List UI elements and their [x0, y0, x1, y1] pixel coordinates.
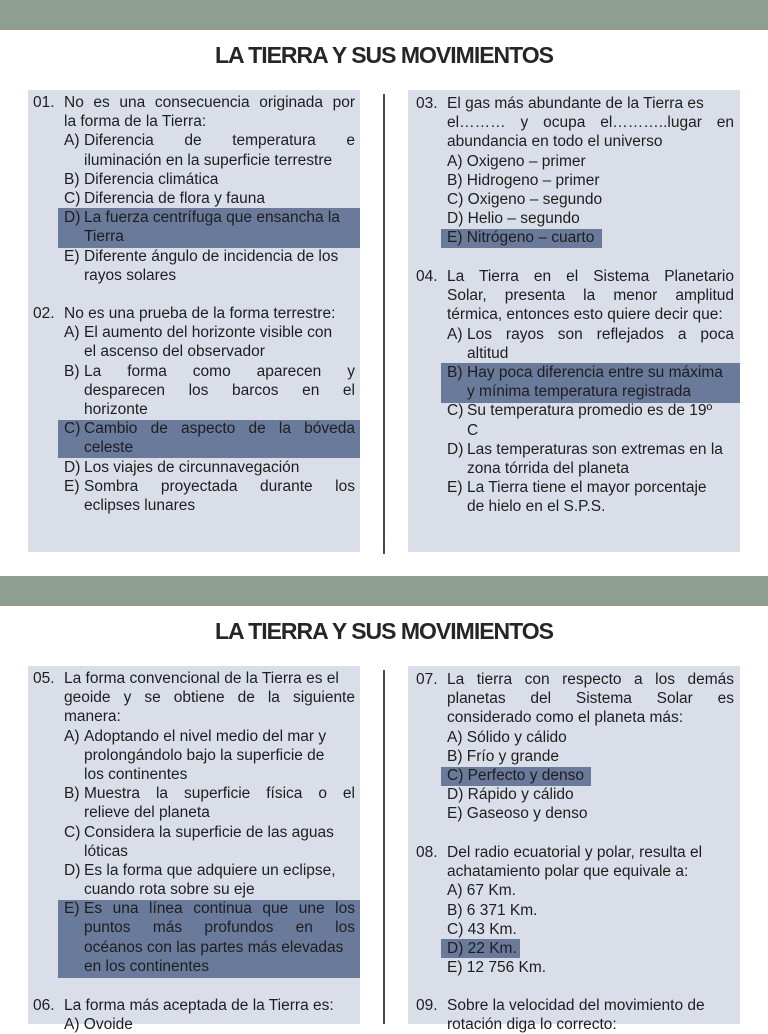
page-title: LA TIERRA Y SUS MOVIMIENTOS — [214, 618, 554, 644]
option-a: A) Ovoide — [64, 1016, 133, 1034]
option-c: C) Diferencia de flora y fauna — [64, 189, 265, 207]
option-c: C) Su temperatura promedio es de 19º — [447, 402, 713, 420]
option-c: C) 43 Km. — [447, 920, 517, 938]
option-e: E) Gaseoso y denso — [447, 805, 588, 823]
option-c: C) Perfecto y denso — [447, 766, 584, 784]
option-d: D) Rápido y cálido — [447, 786, 574, 804]
page-title: LA TIERRA Y SUS MOVIMIENTOS — [214, 42, 554, 68]
option-c: C) Considera la superficie de las aguas — [64, 823, 334, 841]
option-e: E) Diferente ángulo de incidencia de los — [64, 247, 339, 265]
option-b: B) Hay poca diferencia entre su máxima — [447, 363, 723, 381]
option-b: B) La forma como aparecen y — [64, 362, 355, 380]
header-band — [0, 576, 768, 606]
option-d: D) Los viajes de circunnavegación — [64, 458, 300, 476]
question-09: 09. Sobre la velocidad del movimiento de rotación diga lo correcto: — [416, 997, 705, 1034]
option-a: A) Oxigeno – primer — [447, 152, 586, 170]
option-d: D) La fuerza centrífuga que ensancha la — [64, 209, 340, 227]
option-e: E) Nitrógeno – cuarto — [447, 229, 595, 247]
question-03: 03. El gas más abundante de la Tierra es el……… y ocupa el………..lugar en abundancia en todo el universo A) Oxigeno – primer B) Hidrogeno – primer C) Oxigeno – segundo D) Helio – segundo E) Nitrógeno – cuarto — [416, 95, 734, 247]
option-d: D) 22 Km. — [447, 939, 517, 957]
option-d: D) Es la forma que adquiere un eclipse, — [64, 861, 336, 879]
question-07: 07. La tierra con respecto a los demás planetas del Sistema Solar es considerado como el planeta más: A) Sólido y cálido B) Frío y grande C) Perfecto y denso D) Rápido y cálido E) Gaseoso y denso — [416, 671, 734, 823]
option-e: E) Es una línea continua que une los — [64, 900, 355, 918]
option-b: B) 6 371 Km. — [447, 901, 538, 919]
header-band — [0, 0, 768, 30]
option-a: A) Los rayos son reflejados a poca — [447, 325, 734, 343]
option-a: A) 67 Km. — [447, 882, 516, 900]
option-b: B) Hidrogeno – primer — [447, 171, 600, 189]
option-b: B) Muestra la superficie física o el — [64, 785, 355, 803]
option-c: C) Cambio de aspecto de la bóveda — [64, 420, 355, 438]
column-divider — [383, 670, 385, 1024]
question-02: 02. No es una prueba de la forma terrestre: A) El aumento del horizonte visible con el ascenso del observador B) La forma como aparecen y desparecen los barcos en el horizonte C) Cambio de aspecto de la bóveda celeste D) Los viajes de circunnavegación E) Sombra proyectada durante los eclipses lunares — [33, 305, 355, 514]
option-c: C) Oxigeno – segundo — [447, 190, 603, 208]
option-d: D) Helio – segundo — [447, 210, 580, 228]
option-a: A) Adoptando el nivel medio del mar y — [64, 727, 327, 745]
question-04: 04. La Tierra en el Sistema Planetario Solar, presenta la menor amplitud térmica, entonces esto quiere decir que: A) Los rayos son reflejados a poca altitud B) Hay poca diferencia entre su máxima y mínima temperatura registrada C) Su temperatura promedio es de 19º C D) Las temperaturas son extremas en la zona tórrida del planeta E) La Tierra tiene el mayor porcentaje de hielo en el S.P.S. — [416, 268, 734, 516]
option-b: B) Frío y grande — [447, 747, 559, 765]
question-08: 08. Del radio ecuatorial y polar, resulta el achatamiento polar que equivale a: A) 67 Km. B) 6 371 Km. C) 43 Km. D) 22 Km. E) 12 756 Km. — [416, 843, 734, 977]
column-divider — [383, 94, 385, 554]
option-b: B) Diferencia climática — [64, 170, 219, 188]
option-a: A) Diferencia de temperatura e — [64, 132, 355, 150]
question-01: 01. No es una consecuencia originada por la forma de la Tierra: A) Diferencia de temperatura e iluminación en la superficie terrestre B) Diferencia climática C) Diferencia de flora y fauna D) La fuerza centrífuga que ensancha la Tierra E) Diferente ángulo de incidencia de los rayos solares — [33, 94, 355, 284]
option-a: A) El aumento del horizonte visible con — [64, 324, 333, 342]
option-d: D) Las temperaturas son extremas en la — [447, 440, 723, 458]
question-05: 05. La forma convencional de la Tierra es el geoide y se obtiene de la siguiente manera: A) Adoptando el nivel medio del mar y prolongándolo bajo la superficie de los continentes B) Muestra la superficie física o el relieve del planeta C) Considera la superficie de las aguas lóticas D) Es la forma que adquiere un eclipse, cuando rota sobre su eje E) Es una línea continua que une los puntos más profundos en los océanos con las partes más elevadas en los continentes — [33, 670, 355, 975]
question-06: 06. La forma más aceptada de la Tierra es: A) Ovoide — [33, 996, 355, 1034]
option-e: E) 12 756 Km. — [447, 959, 547, 977]
option-e: E) Sombra proyectada durante los — [64, 477, 355, 495]
option-e: E) La Tierra tiene el mayor porcentaje — [447, 479, 707, 497]
option-a: A) Sólido y cálido — [447, 728, 567, 746]
